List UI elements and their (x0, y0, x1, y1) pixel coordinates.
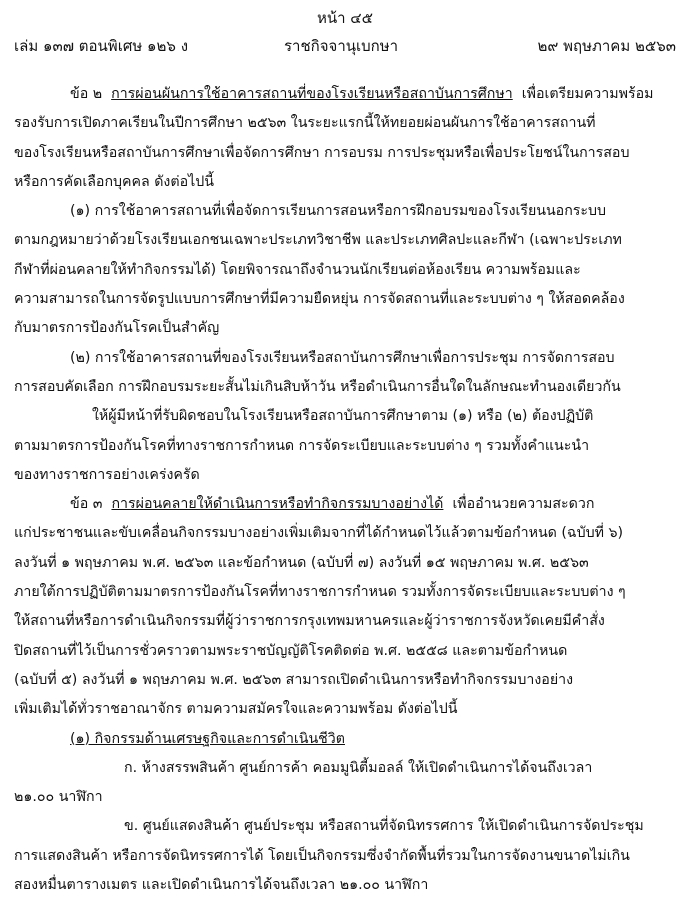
clause-2-number: ข้อ ๒ (70, 86, 103, 102)
text-line: ภายใต้การปฏิบัติตามมาตรการป้องกันโรคที่ทางราชการกำหนด รวมทั้งการจัดระเบียบและระบบต่าง ๆ (14, 584, 626, 601)
text-line: กับมาตรการป้องกันโรคเป็นสำคัญ (14, 320, 220, 337)
clause-2-title: การผ่อนผันการใช้อาคารสถานที่ของโรงเรียนหรือสถาบันการศึกษา (111, 86, 513, 102)
text-line: ตามมาตรการป้องกันโรคที่ทางราชการกำหนด การจัดระเบียบและระบบต่าง ๆ รวมทั้งคำแนะนำ (14, 437, 590, 454)
gazette-header (14, 34, 676, 64)
text-line: ของโรงเรียนหรือสถาบันการศึกษาเพื่อจัดการศึกษา การอบรม การประชุมหรือเพื่อประโยชน์ในการสอบ (14, 144, 630, 161)
document-body (14, 80, 676, 900)
clause-2-text: เพื่อเตรียมความพร้อม (521, 86, 654, 102)
text-line: ๒๑.๐๐ นาฬิกา (14, 789, 103, 806)
text-line: ความสามารถในการจัดรูปแบบการศึกษาที่มีความยืดหยุ่น การจัดสถานที่และระบบต่าง ๆ ให้สอดคล้อง (14, 291, 625, 308)
text-line: (ฉบับที่ ๕) ลงวันที่ ๑ พฤษภาคม พ.ศ. ๒๕๖๓ สามารถเปิดดำเนินการหรือทำกิจกรรมบางอย่าง (14, 671, 574, 688)
clause-2-item-2: (๒) การใช้อาคารสถานที่ของโรงเรียนหรือสถาบันการศึกษาเพื่อการประชุม การจัดการสอบ (70, 349, 615, 366)
clause-3-number: ข้อ ๓ (70, 496, 103, 513)
clause-2-first-line (14, 80, 676, 109)
text-line: สองหมื่นตารางเมตร และเปิดดำเนินการได้จนถึงเวลา ๒๑.๐๐ นาฬิกา (14, 877, 429, 894)
text-line: กีฬาที่ผ่อนคลายให้ทำกิจกรรมได้) โดยพิจารณาถึงจำนวนนักเรียนต่อห้องเรียน ความพร้อมและ (14, 261, 581, 278)
clause-3-first-line (14, 490, 676, 519)
sub-item-b: ข. ศูนย์แสดงสินค้า ศูนย์ประชุม หรือสถานที่จัดนิทรรศการ ให้เปิดดำเนินการจัดประชุม (124, 818, 644, 835)
text-line: ปิดสถานที่ไว้เป็นการชั่วคราวตามพระราชบัญญัติโรคติดต่อ พ.ศ. ๒๕๕๘ และตามข้อกำหนด (14, 642, 568, 659)
text-line: ลงวันที่ ๑ พฤษภาคม พ.ศ. ๒๕๖๓ และข้อกำหนด (ฉบับที่ ๗) ลงวันที่ ๑๕ พฤษภาคม พ.ศ. ๒๕๖๓ (14, 554, 589, 571)
text-line: เพิ่มเติมได้ทั่วราชอาณาจักร ตามความสมัครใจและความพร้อม ดังต่อไปนี้ (14, 701, 458, 718)
clause-2-continuation: ให้ผู้มีหน้าที่รับผิดชอบในโรงเรียนหรือสถาบันการศึกษาตาม (๑) หรือ (๒) ต้องปฏิบัติ (92, 408, 594, 425)
page-number: หน้า ๔๕ (316, 9, 374, 27)
publication-name: ราชกิจจานุเบกษา (284, 37, 399, 55)
text-line: ตามกฎหมายว่าด้วยโรงเรียนเอกชนเฉพาะประเภทวิชาชีพ และประเภทศิลปะและกีฬา (เฉพาะประเภท (14, 232, 622, 249)
clause-3-title: การผ่อนคลายให้ดำเนินการหรือทำกิจกรรมบางอย่างได้ (111, 496, 444, 513)
volume-issue: เล่ม ๑๓๗ ตอนพิเศษ ๑๒๖ ง (14, 37, 189, 55)
sub-item-a: ก. ห้างสรรพสินค้า ศูนย์การค้า คอมมูนิตี้มอลล์ ให้เปิดดำเนินการได้จนถึงเวลา (124, 759, 593, 776)
clause-3-item-1-title (14, 725, 676, 754)
text-line: ให้สถานที่หรือการดำเนินกิจกรรมที่ผู้ว่าราชการกรุงเทพมหานครและผู้ว่าราชการจังหวัดเคยมีคำสั่ง (14, 613, 605, 630)
text-line: รองรับการเปิดภาคเรียนในปีการศึกษา ๒๕๖๓ ในระยะแรกนี้ให้ทยอยผ่อนผันการใช้อาคารสถานที่ (14, 115, 596, 132)
text-line: การแสดงสินค้า หรือการจัดนิทรรศการได้ โดยเป็นกิจกรรมซึ่งจำกัดพื้นที่รวมในการจัดงานขนาดไม่เกิน (14, 847, 630, 864)
text-line: ของทางราชการอย่างเคร่งครัด (14, 466, 200, 483)
clause-3-text: เพื่ออำนวยความสะดวก (452, 496, 595, 513)
clause-3-item-1-heading: (๑) กิจกรรมด้านเศรษฐกิจและการดำเนินชีวิต (70, 730, 345, 747)
text-line: การสอบคัดเลือก การฝึกอบรมระยะสั้นไม่เกินสิบห้าวัน หรือดำเนินการอื่นใดในลักษณะทำนองเดียวกัน (14, 378, 621, 395)
text-line: แก่ประชาชนและขับเคลื่อนกิจกรรมบางอย่างเพิ่มเติมจากที่ได้กำหนดไว้แล้วตามข้อกำหนด (ฉบับที่ ๖) (14, 525, 623, 542)
text-line: หรือการคัดเลือกบุคคล ดังต่อไปนี้ (14, 173, 214, 190)
publication-date: ๒๙ พฤษภาคม ๒๕๖๓ (537, 37, 676, 55)
clause-2-item-1: (๑) การใช้อาคารสถานที่เพื่อจัดการเรียนการสอนหรือการฝึกอบรมของโรงเรียนนอกระบบ (70, 203, 607, 220)
